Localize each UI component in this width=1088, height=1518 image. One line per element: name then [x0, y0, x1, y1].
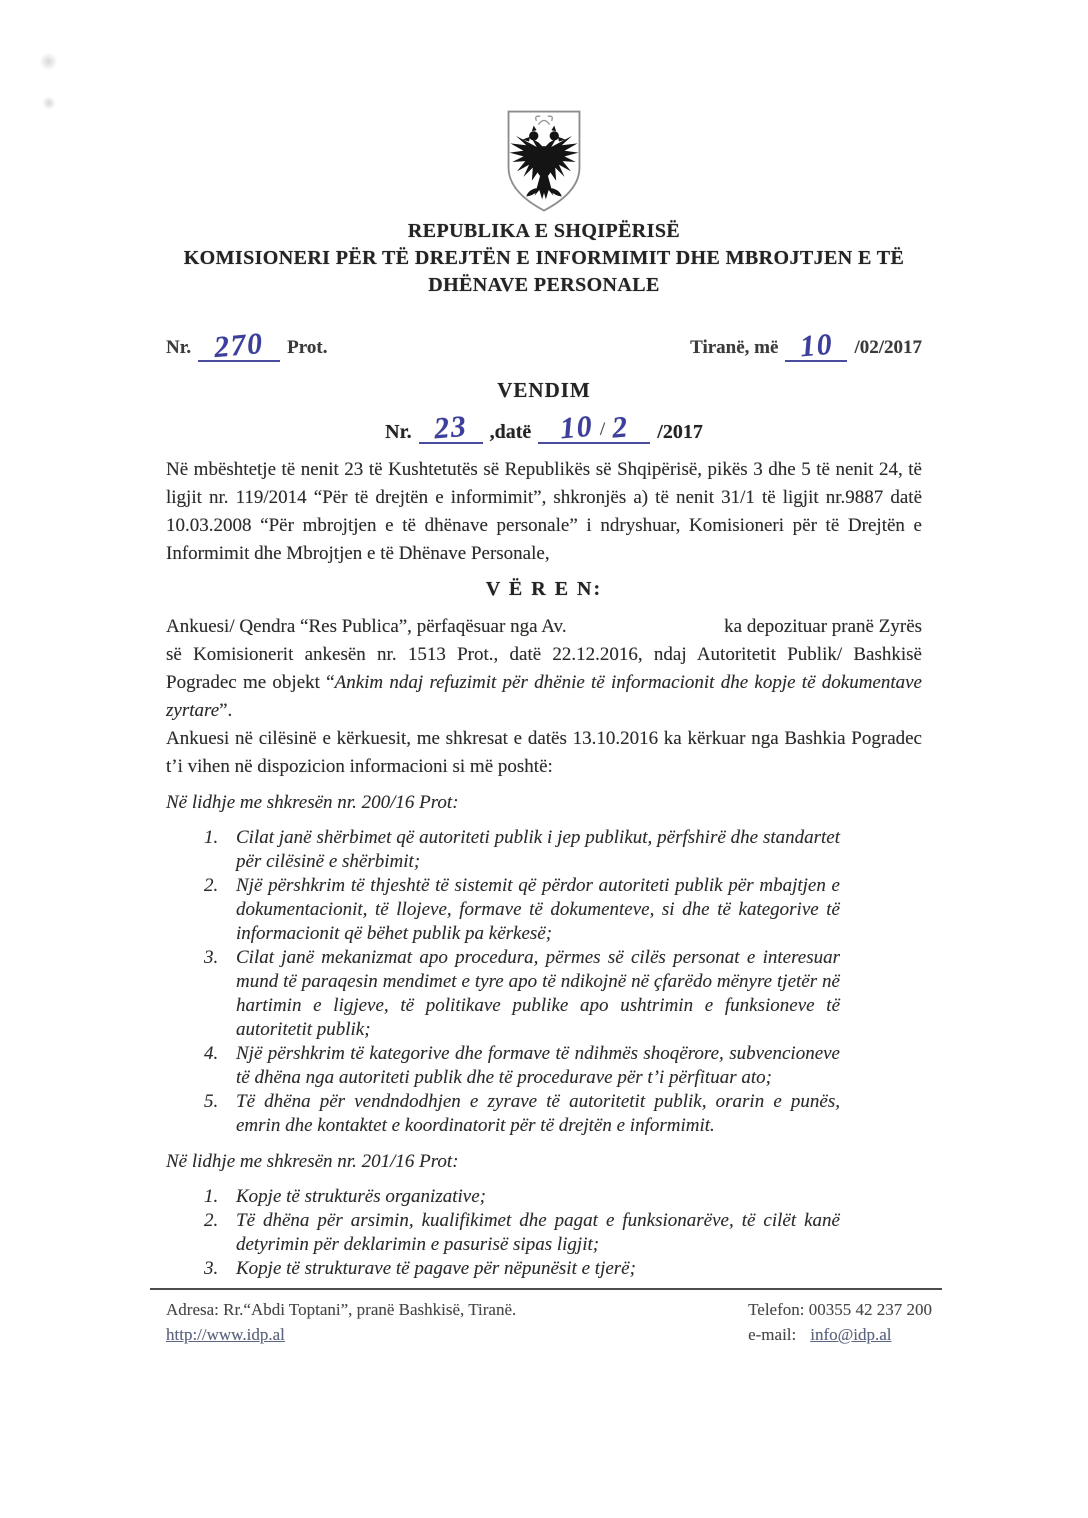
scan-smudge [40, 52, 57, 71]
protocol-row [166, 326, 922, 365]
complaint-text-part1: Ankuesi/ Qendra “Res Publica”, përfaqësuar nga Av. [166, 616, 567, 637]
protocol-prot-label: Prot. [287, 337, 328, 358]
letter-200-list [166, 826, 840, 1138]
albanian-eagle-crest-icon [488, 106, 600, 218]
republic-title-line: REPUBLIKA E SHQIPËRISË [407, 220, 681, 242]
letter-201-list [166, 1185, 840, 1281]
decision-year-label: /2017 [657, 421, 703, 443]
city-date-label: Tiranë, më [690, 337, 779, 358]
decision-nr-label: Nr. [385, 421, 412, 443]
list-item: Kopje të strukturës organizative; [236, 1186, 486, 1207]
handwritten-decision-number: 23 [432, 409, 469, 446]
letter-200-intro: Në lidhje me shkresën nr. 200/16 Prot: [166, 792, 459, 813]
list-item: Një përshkrim të thjeshtë të sistemit që përdor autoriteti publik për mbajtjen e dokumentacionit, të llojeve, formave të dokumenteve, si dhe të kategorive të informacionit që bëhet publik pa kërkesë; [236, 875, 840, 944]
commissioner-title-line2: DHËNAVE PERSONALE [428, 274, 660, 296]
handwritten-protocol-number: 270 [213, 326, 266, 365]
list-item: Të dhëna për vendndodhjen e zyrave të autoritetit publik, orarin e punës, emrin dhe kontaktet e koordinatorit për të drejtën e informimit. [236, 1091, 840, 1136]
protocol-month-year-label: /02/2017 [854, 337, 922, 358]
date-separator: / [599, 419, 606, 440]
decision-date-underline [538, 411, 650, 444]
protocol-nr-label: Nr. [166, 337, 192, 358]
complaint-text-part3: ”. [219, 700, 233, 721]
footer-address-block [150, 1297, 516, 1347]
list-item: Kopje të strukturave të pagave për nëpunësit e tjerë; [236, 1258, 636, 1279]
footer [150, 1288, 942, 1347]
list-item: Cilat janë shërbimet që autoriteti publik i jep publikut, përfshirë dhe standartet për cilësinë e shërbimit; [236, 827, 840, 872]
email-link[interactable]: info@idp.al [810, 1325, 892, 1344]
address-line: Adresa: Rr.“Abdi Toptani”, pranë Bashkisë, Tiranë. [166, 1300, 517, 1319]
request-paragraph: Ankuesi në cilësinë e kërkuesit, me shkresat e datës 13.10.2016 ka kërkuar nga Bashkia Pogradec t’i vihen në dispozicion informacioni si më poshtë: [166, 728, 922, 777]
footer-contact-block [748, 1297, 942, 1347]
handwritten-decision-day: 10 [558, 409, 595, 446]
decision-number-row [166, 411, 922, 444]
scan-smudge [42, 96, 56, 110]
list-item: Cilat janë mekanizmat apo procedura, përmes së cilës personat e interesuar mund të paraqesin mendimet e tyre apo të ndikojnë në çfarëdo mënyre tjetër në hartimin e ligjeve, të politikave publike apo ushtrimin e funksioneve të autoritetit publik; [236, 947, 840, 1040]
list-item: Të dhëna për arsimin, kualifikimet dhe pagat e funksionarëve, të cilët kanë detyrimin për deklarimin e pasurisë sipas ligjit; [236, 1210, 840, 1255]
protocol-number-underline [198, 326, 280, 365]
org-title [166, 218, 922, 299]
city-date-group [690, 329, 922, 362]
handwritten-protocol-day: 10 [798, 327, 835, 364]
commissioner-title-line1: KOMISIONERI PËR TË DREJTËN E INFORMIMIT DHE MBROJTJEN E TË [183, 247, 905, 269]
decision-date-label: ,datë [489, 421, 532, 443]
protocol-number-group [166, 326, 328, 365]
document-body [166, 0, 922, 1281]
protocol-day-underline [785, 329, 847, 362]
handwritten-decision-month: 2 [610, 410, 631, 445]
letter-201-intro: Në lidhje me shkresën nr. 201/16 Prot: [166, 1151, 459, 1172]
legal-basis-paragraph: Në mbështetje të nenit 23 të Kushtetutës së Republikës së Shqipërisë, pikës 3 dhe 5 të nenit 24, të ligjit nr. 119/2014 “Për të drejtën e informimit”, shkronjës a) të nenit 31/1 të ligjit nr.9887 datë 10.03.2008 “Për mbrojtjen e të dhënave personale” i ndryshuar, Komisioneri për të Drejtën e Informimit dhe Mbrojtjen e të Dhënave Personale, [166, 459, 922, 564]
website-link[interactable]: http://www.idp.al [166, 1325, 285, 1344]
decision-heading: VENDIM [497, 378, 591, 402]
complaint-object-italic: Ankim ndaj refuzimit për dhënie të informacionit dhe kopje të dokumentave zyrtare [166, 672, 922, 721]
list-item: Një përshkrim të kategorive dhe formave të ndihmës shoqërore, subvencioneve të dhëna nga autoriteti publik dhe të procedurave për t’i përfituar ato; [236, 1043, 840, 1088]
email-label: e-mail: [748, 1325, 797, 1344]
complaint-paragraph [166, 613, 922, 725]
veren-heading: V Ë R E N: [485, 578, 603, 600]
decision-number-underline [419, 411, 483, 444]
complaint-text-part2: ka depozituar pranë Zyrës së Komisionerit ankesën nr. 1513 Prot., datë 22.12.2016, ndaj Autoritetit Publik/ Bashkisë Pogradec me objekt “ [166, 616, 923, 693]
phone-line: Telefon: 00355 42 237 200 [748, 1300, 932, 1319]
email-line [748, 1322, 932, 1347]
